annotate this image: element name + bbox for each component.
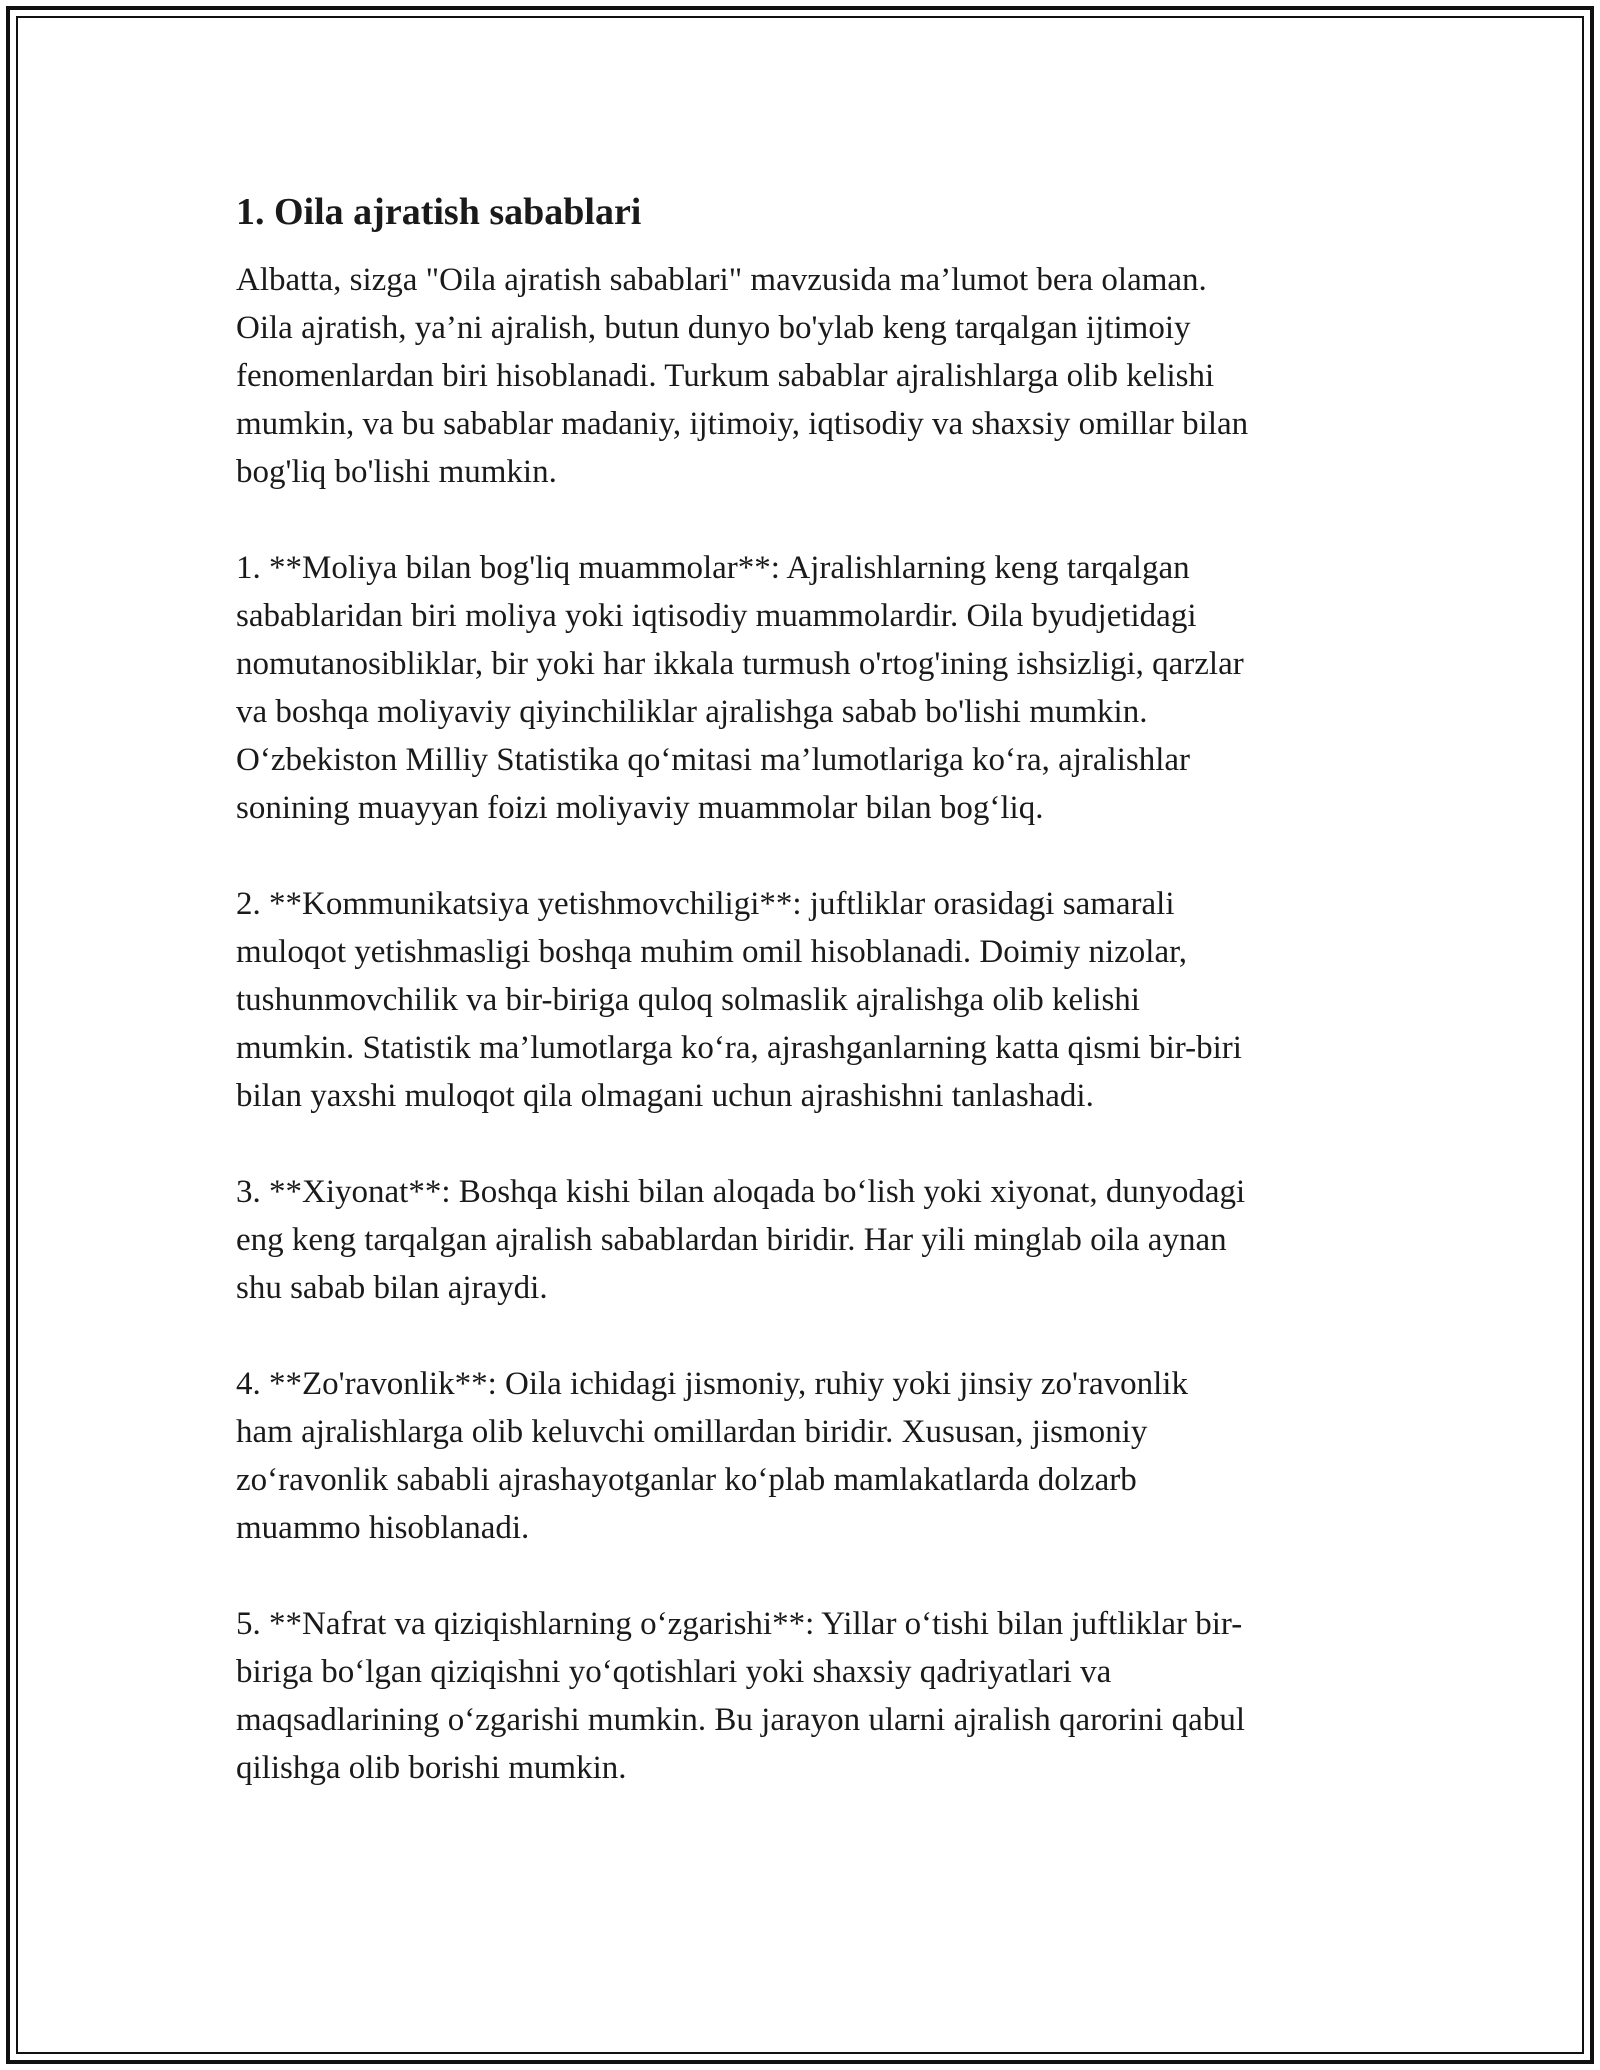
reason-4-paragraph: 4. **Zo'ravonlik**: Oila ichidagi jismoniy, ruhiy yoki jinsiy zo'ravonlik ham ajralishlarga olib keluvchi omillardan biridir. Xususan, jismoniy zo‘ravonlik sababli ajrashayotganlar ko‘plab mamlakatlarda dolzarb muammo hisoblanadi. [236, 1366, 1188, 1546]
reason-2-paragraph: 2. **Kommunikatsiya yetishmovchiligi**: juftliklar orasidagi samarali muloqot yetishmasligi boshqa muhim omil hisoblanadi. Doimiy nizolar, tushunmovchilik va bir-biriga quloq solmaslik ajralishga olib kelishi mumkin. Statistik ma’lumotlarga ko‘ra, ajrashganlarning katta qismi bir-biri bilan yaxshi muloqot qila olmagani uchun ajrashishni tanlashadi. [236, 886, 1242, 1114]
reason-5-paragraph: 5. **Nafrat va qiziqishlarning o‘zgarishi**: Yillar o‘tishi bilan juftliklar bir- biriga bo‘lgan qiziqishni yo‘qotishlari yoki shaxsiy qadriyatlari va maqsadlarining o‘zgarishi mumkin. Bu jarayon ularni ajralish qarorini qabul qilishga olib borishi mumkin. [236, 1606, 1245, 1786]
reason-1-paragraph: 1. **Moliya bilan bog'liq muammolar**: Ajralishlarning keng tarqalgan sabablaridan biri moliya yoki iqtisodiy muammolardir. Oila byudjetidagi nomutanosibliklar, bir yoki har ikkala turmush o'rtog'ining ishsizligi, qarzlar va boshqa moliyaviy qiyinchiliklar ajralishga sabab bo'lishi mumkin. O‘zbekiston Milliy Statistika qo‘mitasi ma’lumotlariga ko‘ra, ajralishlar sonining muayyan foizi moliyaviy muammolar bilan bog‘liq. [236, 550, 1244, 826]
reason-3-paragraph: 3. **Xiyonat**: Boshqa kishi bilan aloqada bo‘lish yoki xiyonat, dunyodagi eng keng tarqalgan ajralish sabablardan biridir. Har yili minglab oila aynan shu sabab bilan ajraydi. [236, 1174, 1246, 1306]
section-heading: 1. Oila ajratish sabablari [236, 191, 642, 233]
intro-paragraph: Albatta, sizga "Oila ajratish sabablari" mavzusida ma’lumot bera olaman. Oila ajratish, ya’ni ajralish, butun dunyo bo'ylab keng tarqalgan ijtimoiy fenomenlardan biri hisoblanadi. Turkum sabablar ajralishlarga olib kelishi mumkin, va bu sabablar madaniy, ijtimoiy, iqtisodiy va shaxsiy omillar bilan bog'liq bo'lishi mumkin. [236, 262, 1249, 490]
document-body [236, 186, 1386, 1840]
